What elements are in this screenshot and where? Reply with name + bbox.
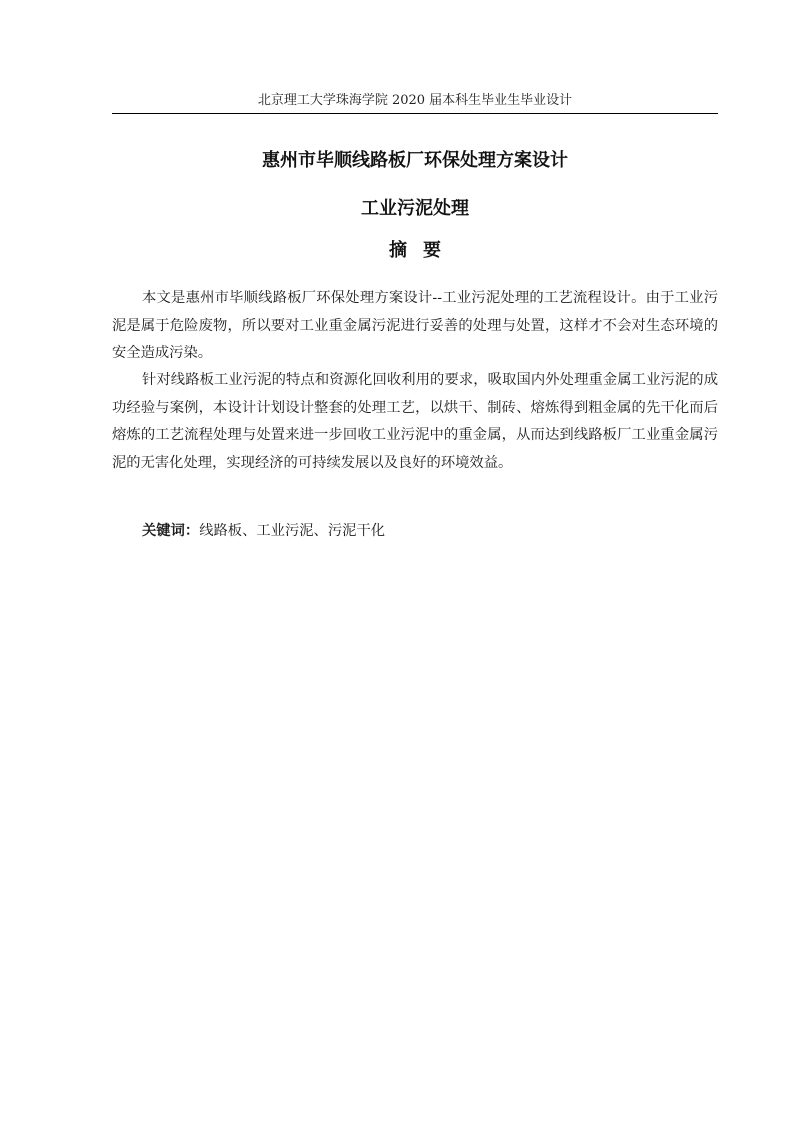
keywords-label: 关键词： xyxy=(142,523,200,539)
header-rule xyxy=(112,113,718,114)
abstract-heading: 摘要 xyxy=(389,240,457,261)
abstract-paragraph-1: 本文是惠州市毕顺线路板厂环保处理方案设计--工业污泥处理的工艺流程设计。由于工业污泥是属于危险废物，所以要对工业重金属污泥进行妥善的处理与处置，这样才不会对生态环境的安全造成污染。 xyxy=(112,290,718,362)
abstract-paragraph-2: 针对线路板工业污泥的特点和资源化回收利用的要求，吸取国内外处理重金属工业污泥的成功经验与案例，本设计计划设计整套的处理工艺，以烘干、制砖、熔炼得到粗金属的先干化而后熔炼的工艺流程处理与处置来进一步回收工业污泥中的重金属，从而达到线路板厂工业重金属污泥的无害化处理，实现经济的可持续发展以及良好的环境效益。 xyxy=(112,372,718,471)
document-title: 惠州市毕顺线路板厂环保处理方案设计 xyxy=(262,150,568,171)
keywords-value: 线路板、工业污泥、污泥干化 xyxy=(199,523,386,539)
keywords-line xyxy=(142,518,385,544)
running-header: 北京理工大学珠海学院 2020 届本科生毕业生毕业设计 xyxy=(257,93,573,108)
document-subtitle: 工业污泥处理 xyxy=(361,198,469,219)
